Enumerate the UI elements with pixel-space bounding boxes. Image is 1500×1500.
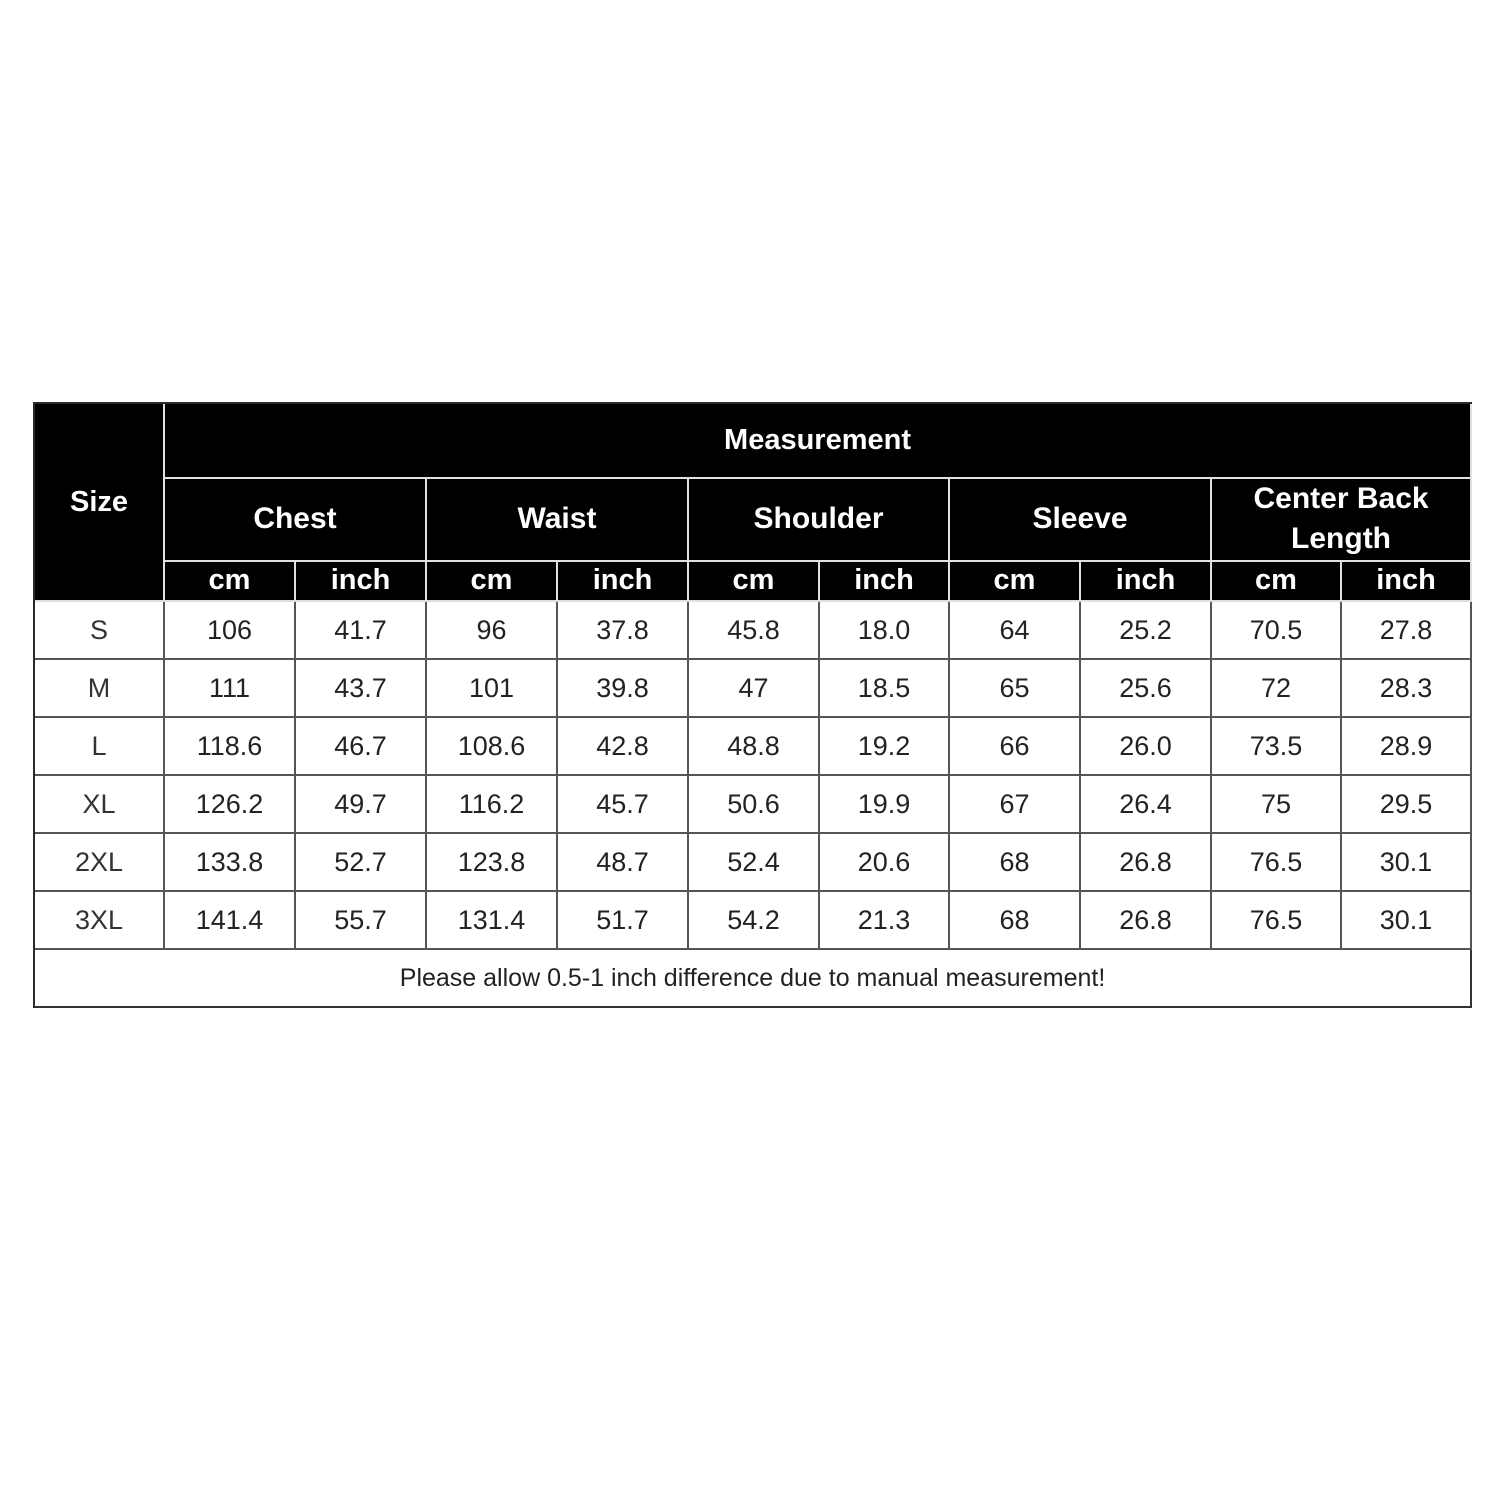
table-body <box>35 602 1472 1008</box>
unit-header-inch: inch <box>820 562 950 602</box>
measurement-note: Please allow 0.5-1 inch difference due to manual measurement! <box>35 950 1472 1008</box>
center-back-length-header <box>1212 479 1472 562</box>
size-cell: L <box>35 718 165 776</box>
value-cell: 48.8 <box>689 718 820 776</box>
value-cell: 51.7 <box>558 892 689 950</box>
value-cell: 123.8 <box>427 834 558 892</box>
value-cell: 111 <box>165 660 296 718</box>
value-cell: 25.2 <box>1081 602 1212 660</box>
value-cell: 39.8 <box>558 660 689 718</box>
value-cell: 30.1 <box>1342 834 1472 892</box>
size-cell: 2XL <box>35 834 165 892</box>
unit-header-cm: cm <box>950 562 1081 602</box>
value-cell: 28.9 <box>1342 718 1472 776</box>
value-cell: 126.2 <box>165 776 296 834</box>
value-cell: 19.9 <box>820 776 950 834</box>
value-cell: 18.5 <box>820 660 950 718</box>
shoulder-header: Shoulder <box>689 479 950 562</box>
value-cell: 28.3 <box>1342 660 1472 718</box>
value-cell: 42.8 <box>558 718 689 776</box>
value-cell: 20.6 <box>820 834 950 892</box>
center-back-length-label: Center Back Length <box>1253 482 1429 556</box>
size-cell: M <box>35 660 165 718</box>
value-cell: 96 <box>427 602 558 660</box>
value-cell: 72 <box>1212 660 1342 718</box>
chest-header: Chest <box>165 479 427 562</box>
value-cell: 26.4 <box>1081 776 1212 834</box>
value-cell: 19.2 <box>820 718 950 776</box>
value-cell: 106 <box>165 602 296 660</box>
value-cell: 76.5 <box>1212 834 1342 892</box>
value-cell: 73.5 <box>1212 718 1342 776</box>
value-cell: 37.8 <box>558 602 689 660</box>
waist-header: Waist <box>427 479 689 562</box>
value-cell: 47 <box>689 660 820 718</box>
table-row <box>35 834 1472 892</box>
measurement-header: Measurement <box>165 404 1472 479</box>
group-header-row <box>35 479 1472 562</box>
table-row <box>35 776 1472 834</box>
value-cell: 50.6 <box>689 776 820 834</box>
value-cell: 27.8 <box>1342 602 1472 660</box>
value-cell: 133.8 <box>165 834 296 892</box>
value-cell: 68 <box>950 892 1081 950</box>
value-cell: 18.0 <box>820 602 950 660</box>
table-header <box>35 404 1472 602</box>
size-cell: XL <box>35 776 165 834</box>
value-cell: 45.8 <box>689 602 820 660</box>
value-cell: 68 <box>950 834 1081 892</box>
value-cell: 101 <box>427 660 558 718</box>
unit-header-inch: inch <box>1342 562 1472 602</box>
table-row <box>35 660 1472 718</box>
unit-header-cm: cm <box>689 562 820 602</box>
value-cell: 41.7 <box>296 602 427 660</box>
value-cell: 141.4 <box>165 892 296 950</box>
value-cell: 29.5 <box>1342 776 1472 834</box>
unit-header-cm: cm <box>427 562 558 602</box>
value-cell: 75 <box>1212 776 1342 834</box>
value-cell: 70.5 <box>1212 602 1342 660</box>
unit-header-inch: inch <box>296 562 427 602</box>
unit-header-inch: inch <box>1081 562 1212 602</box>
unit-header-cm: cm <box>165 562 296 602</box>
value-cell: 66 <box>950 718 1081 776</box>
value-cell: 108.6 <box>427 718 558 776</box>
value-cell: 49.7 <box>296 776 427 834</box>
value-cell: 45.7 <box>558 776 689 834</box>
value-cell: 116.2 <box>427 776 558 834</box>
value-cell: 118.6 <box>165 718 296 776</box>
value-cell: 52.7 <box>296 834 427 892</box>
note-row <box>35 950 1472 1008</box>
value-cell: 30.1 <box>1342 892 1472 950</box>
sleeve-header: Sleeve <box>950 479 1212 562</box>
value-cell: 55.7 <box>296 892 427 950</box>
unit-header-cm: cm <box>1212 562 1342 602</box>
unit-header-inch: inch <box>558 562 689 602</box>
size-cell: S <box>35 602 165 660</box>
value-cell: 26.8 <box>1081 834 1212 892</box>
value-cell: 67 <box>950 776 1081 834</box>
value-cell: 26.8 <box>1081 892 1212 950</box>
value-cell: 52.4 <box>689 834 820 892</box>
value-cell: 43.7 <box>296 660 427 718</box>
value-cell: 21.3 <box>820 892 950 950</box>
unit-header-row <box>35 562 1472 602</box>
table-row <box>35 892 1472 950</box>
value-cell: 26.0 <box>1081 718 1212 776</box>
size-header: Size <box>35 404 165 602</box>
value-cell: 48.7 <box>558 834 689 892</box>
table-row <box>35 602 1472 660</box>
value-cell: 65 <box>950 660 1081 718</box>
size-cell: 3XL <box>35 892 165 950</box>
size-chart-table <box>33 402 1472 1008</box>
table-row <box>35 718 1472 776</box>
value-cell: 76.5 <box>1212 892 1342 950</box>
value-cell: 131.4 <box>427 892 558 950</box>
value-cell: 25.6 <box>1081 660 1212 718</box>
value-cell: 46.7 <box>296 718 427 776</box>
value-cell: 64 <box>950 602 1081 660</box>
value-cell: 54.2 <box>689 892 820 950</box>
